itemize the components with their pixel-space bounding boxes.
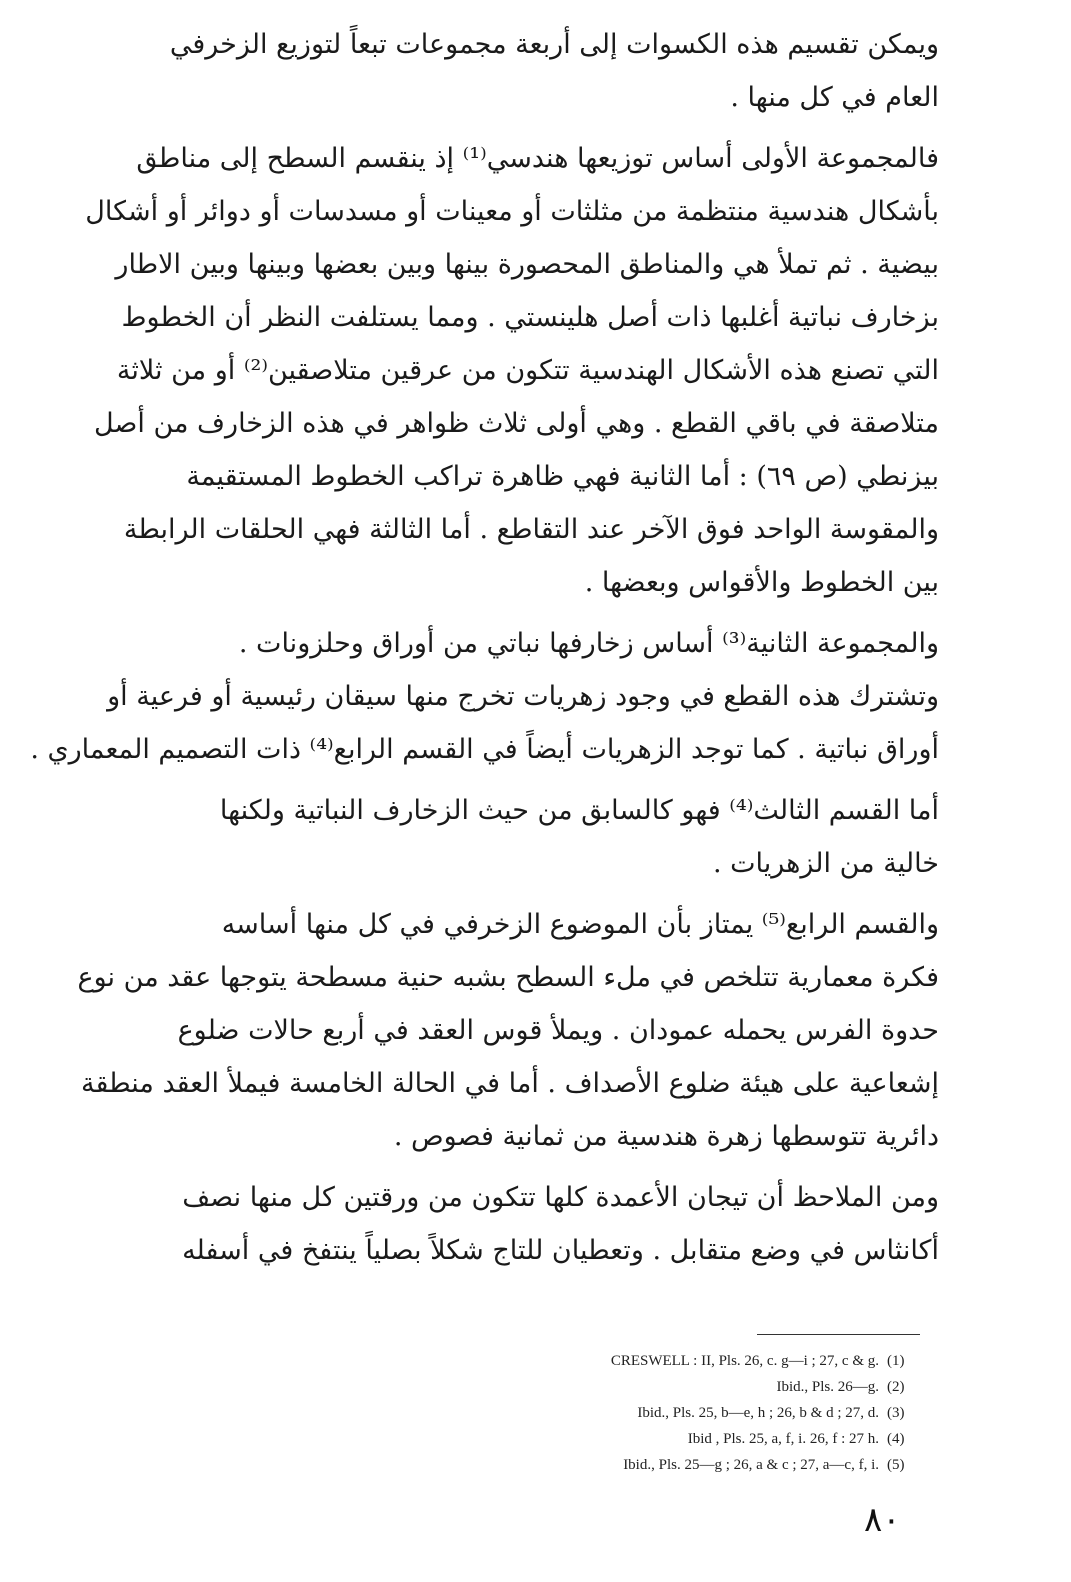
text-line: بأشكال هندسية منتظمة من مثلثات أو معينات أو مسدسات أو دوائر أو أشكال [85, 196, 939, 227]
paragraph [30, 617, 939, 776]
page-number: ٨٠ [864, 1500, 901, 1540]
footnote-text: Ibid., Pls. 25, b—e, h ; 26, b & d ; 27, d. [637, 1405, 879, 1421]
text-line: والقسم الرابع⁽⁵⁾ يمتاز بأن الموضوع الزخرفي في كل منها أساسه [221, 909, 939, 940]
footnote [361, 1348, 921, 1374]
text-line: ومن الملاحظ أن تيجان الأعمدة كلها تتكون من ورقتين كل منها نصف [182, 1182, 939, 1213]
text-line: متلاصقة في باقي القطع . وهي أولى ثلاث ظواهر في هذه الزخارف من أصل [93, 408, 939, 439]
footnote-number: (4) [887, 1431, 905, 1447]
text-line: فكرة معمارية تتلخص في ملء السطح بشبه حنية مسطحة يتوجها عقد من نوع [77, 962, 939, 993]
footnote-number: (5) [887, 1457, 905, 1473]
paragraph [85, 132, 939, 609]
footnote-separator [757, 1334, 920, 1335]
text-line: ويمكن تقسيم هذه الكسوات إلى أربعة مجموعات تبعاً لتوزيع الزخرفي [169, 29, 939, 60]
text-line: والمقوسة الواحد فوق الآخر عند التقاطع . أما الثالثة فهي الحلقات الرابطة [123, 514, 939, 545]
paragraph [144, 784, 939, 890]
text-line: بزخارف نباتية أغلبها ذات أصل هلينستي . ومما يستلفت النظر أن الخطوط [121, 302, 939, 333]
text-line: دائرية تتوسطها زهرة هندسية من ثمانية فصوص . [393, 1121, 939, 1152]
paragraph [144, 1171, 939, 1277]
footnote-text: Ibid., Pls. 26—g. [776, 1379, 879, 1395]
paragraph [144, 18, 939, 124]
text-line: إشعاعية على هيئة ضلوع الأصداف . أما في الحالة الخامسة فيملأ العقد منطقة [80, 1068, 939, 1099]
footnote-number: (3) [887, 1405, 905, 1421]
body-text [30, 18, 939, 1285]
text-line: أما القسم الثالث⁽⁴⁾ فهو كالسابق من حيث الزخارف النباتية ولكنها [219, 795, 939, 826]
text-line: بين الخطوط والأقواس وبعضها . [584, 567, 939, 598]
footnote [361, 1452, 921, 1478]
footnotes [361, 1348, 921, 1478]
footnote-text: Ibid , Pls. 25, a, f, i. 26, f : 27 h. [687, 1431, 879, 1447]
footnote [361, 1374, 921, 1400]
text-line: بيضية . ثم تملأ هي والمناطق المحصورة بينها وبين بعضها وبينها وبين الاطار [115, 249, 939, 280]
footnote-number: (1) [887, 1353, 905, 1369]
footnote-number: (2) [887, 1379, 905, 1395]
text-line: فالمجموعة الأولى أساس توزيعها هندسي⁽¹⁾ إذ ينقسم السطح إلى مناطق [136, 143, 939, 174]
text-line: بيزنطي (ص ٦٩) : أما الثانية فهي ظاهرة تراكب الخطوط المستقيمة [186, 461, 939, 492]
footnote-text: CRESWELL : II, Pls. 26, c. g—i ; 27, c & g. [610, 1353, 879, 1369]
paragraph [77, 898, 939, 1163]
text-line: العام في كل منها . [730, 82, 939, 113]
text-line: أوراق نباتية . كما توجد الزهريات أيضاً في القسم الرابع⁽⁴⁾ ذات التصميم المعماري . [30, 734, 939, 765]
footnote [361, 1426, 921, 1452]
text-line: التي تصنع هذه الأشكال الهندسية تتكون من عرقين متلاصقين⁽²⁾ أو من ثلاثة [116, 355, 939, 386]
footnote [361, 1400, 921, 1426]
text-line: والمجموعة الثانية⁽³⁾ أساس زخارفها نباتي من أوراق وحلزونات . [238, 628, 939, 659]
text-line: خالية من الزهريات . [712, 848, 939, 879]
text-line: أكانثاس في وضع متقابل . وتعطيان للتاج شكلاً بصلياً ينتفخ في أسفله [182, 1235, 939, 1266]
text-line: حدوة الفرس يحمله عمودان . ويملأ قوس العقد في أربع حالات ضلوع [177, 1015, 939, 1046]
text-line: وتشترك هذه القطع في وجود زهريات تخرج منها سيقان رئيسية أو فرعية أو [107, 681, 939, 712]
footnote-text: Ibid., Pls. 25—g ; 26, a & c ; 27, a—c, f, i. [623, 1457, 879, 1473]
